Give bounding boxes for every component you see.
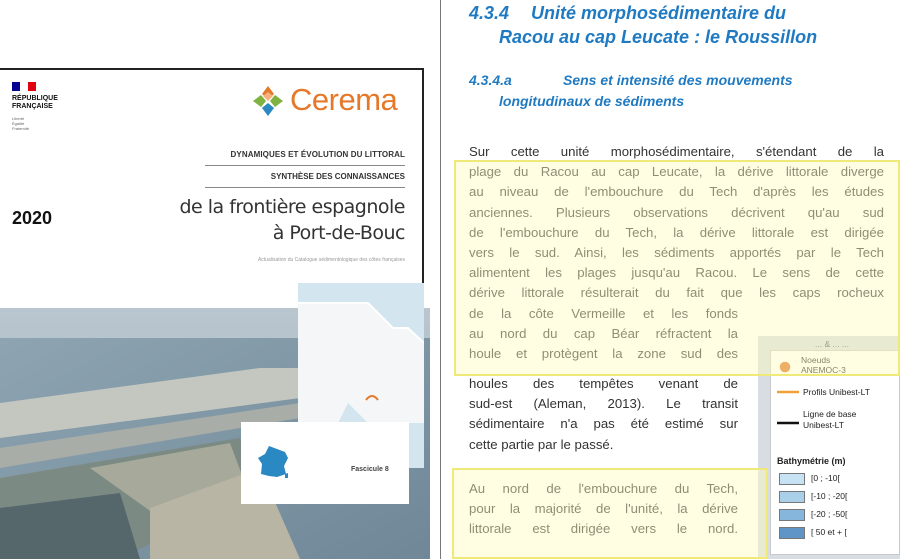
- text-line: alimentent les plages jusqu'au Racou. Le sens de cette: [469, 265, 884, 281]
- cover-title-line: à Port-de-Bouc: [272, 222, 405, 244]
- divider: [440, 0, 441, 559]
- subsection-title: longitudinaux de sédiments: [499, 93, 685, 109]
- section-title: Racou au cap Leucate : le Roussillon: [499, 27, 818, 47]
- fascicule-panel: [241, 422, 409, 504]
- bathy-label: [ 50 et + [: [811, 527, 847, 537]
- text-line: Sur cette unité morphosédimentaire, s'étendant de la: [469, 144, 884, 159]
- text-line: de la côte Vermeille et les fonds: [469, 306, 738, 321]
- subsection-title: Sens et intensité des mouvements: [563, 72, 793, 88]
- cover-year: 2020: [12, 208, 53, 228]
- paragraph: [469, 374, 738, 455]
- legend-label: Ligne de base: [803, 409, 857, 419]
- text-line: houle et protègent la zone sud des: [469, 346, 738, 362]
- text-line: au niveau de l'embouchure du Tech d'après les études: [469, 184, 884, 200]
- text-line: littorale est dirigée vers le nord.: [469, 521, 738, 537]
- legend-fragment: ... & ... ...: [815, 339, 850, 349]
- france-map-icon: [255, 444, 291, 480]
- french-flag-icon: [12, 82, 36, 91]
- paragraph: [469, 479, 738, 540]
- text-line: de l'embouchure du Tech, la dérive littorale est dirigée: [469, 224, 884, 240]
- text-line: vers le sud. Ainsi, les sédiments apportés par le Tech: [469, 245, 884, 261]
- text-line: pour la majorité de l'unité, la dérive: [469, 501, 738, 517]
- cover-subtitle: Actualisation du Catalogue sédimentologique des côtes françaises: [257, 257, 405, 263]
- bathy-label: [-10 ; -20[: [811, 491, 848, 501]
- text-line: cette partie par le passé.: [469, 436, 614, 452]
- map-legend: [770, 339, 900, 555]
- section-number: 4.3.4: [469, 3, 510, 23]
- text-line: au nord du cap Béar réfractent la: [469, 326, 738, 342]
- republic-name: RÉPUBLIQUE FRANÇAISE: [12, 95, 58, 110]
- text-line: houles des tempêtes venant de: [469, 376, 738, 391]
- text-line: Au nord de l'embouchure du Tech,: [469, 481, 738, 496]
- series-title: DYNAMIQUES ET ÉVOLUTION DU LITTORAL: [230, 150, 405, 159]
- paragraph: [469, 304, 738, 365]
- cerema-logo-icon: [251, 84, 285, 118]
- bathy-label: [-20 ; -50[: [811, 509, 848, 519]
- fascicule-label: Fascicule 8: [351, 466, 389, 473]
- cerema-logo-text: Cerema: [290, 82, 398, 117]
- legend-label: Profils Unibest-LT: [803, 387, 870, 397]
- bathy-swatch: [779, 473, 805, 485]
- cover-title-line: de la frontière espagnole: [179, 196, 405, 218]
- bathy-label: [0 ; -10[: [811, 473, 840, 483]
- paragraph: [469, 142, 884, 304]
- text-line: dérive littorale résulterait du fait que les caps rocheux: [469, 285, 884, 301]
- legend-label: Unibest-LT: [803, 420, 844, 430]
- divider: [205, 165, 405, 166]
- divider: [205, 187, 405, 188]
- legend-title: Bathymétrie (m): [777, 456, 846, 466]
- profile-line-icon: [777, 389, 799, 395]
- text-line: anciennes. Plusieurs observations décrivent qu'au sud: [469, 204, 884, 220]
- text-line: sud-est (Aleman, 2013). Le transit: [469, 396, 738, 412]
- report-cover: [0, 0, 430, 559]
- republic-motto: Liberté Égalité Fraternité: [12, 116, 30, 131]
- bathy-swatch: [779, 491, 805, 503]
- cover-main-title: [160, 194, 405, 246]
- text-line: plage du Racou au cap Leucate, la dérive littorale diverge: [469, 164, 884, 180]
- section-title: Unité morphosédimentaire du: [531, 3, 787, 23]
- synthesis-label: SYNTHÈSE DES CONNAISSANCES: [270, 172, 405, 181]
- bathy-swatch: [779, 509, 805, 521]
- bathy-swatch: [779, 527, 805, 539]
- legend-label: Noeuds: [801, 355, 831, 365]
- baseline-line-icon: [777, 420, 799, 426]
- subsection-number: 4.3.4.a: [469, 72, 512, 88]
- legend-label: ANEMOC-3: [801, 365, 846, 375]
- report-page: [450, 0, 900, 559]
- text-line: sédimentaire n'a pas été estimé sur: [469, 416, 738, 432]
- node-marker-icon: [777, 359, 793, 375]
